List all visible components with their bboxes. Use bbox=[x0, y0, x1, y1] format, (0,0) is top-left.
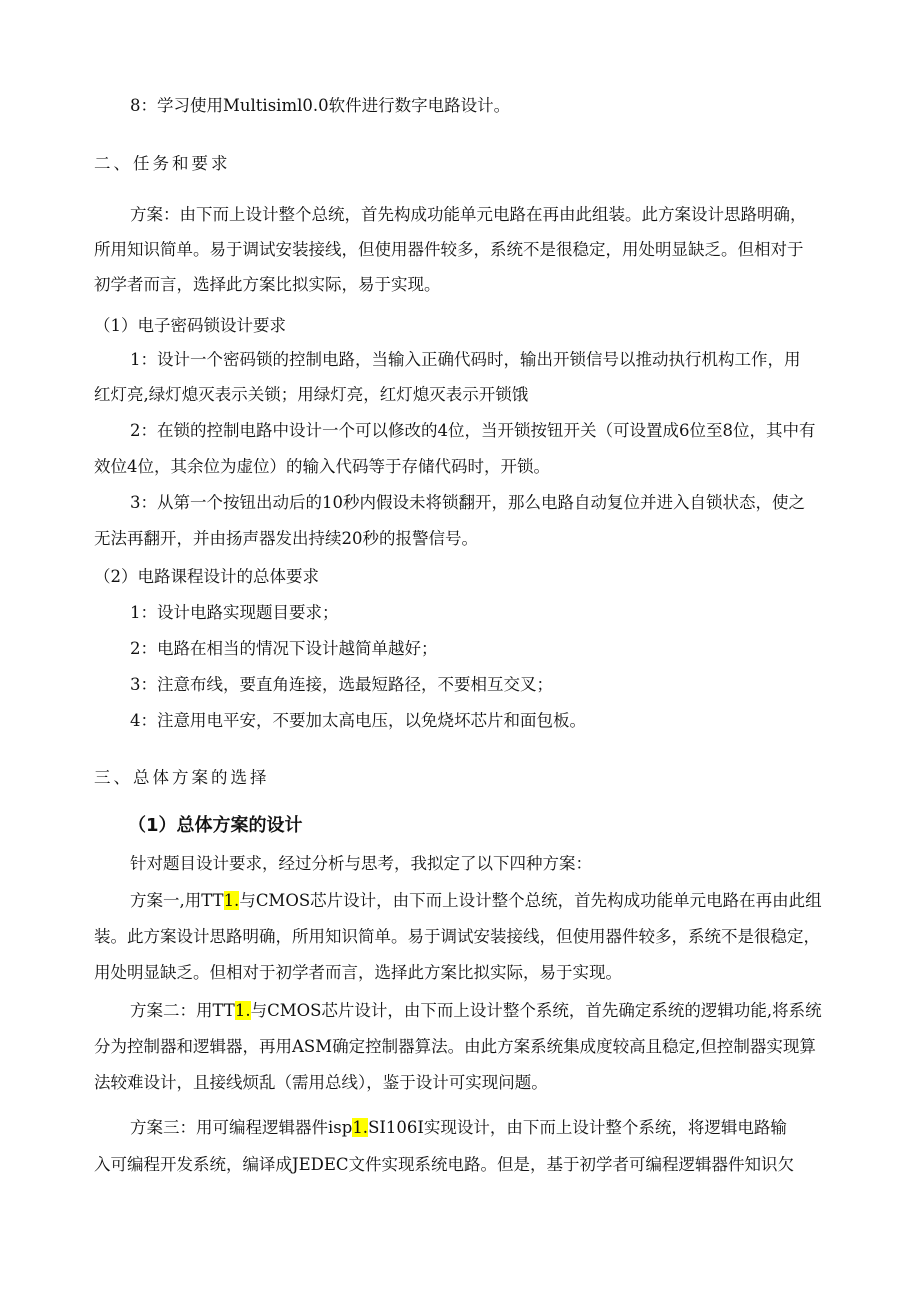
paragraph-line: 分为控制器和逻辑器，再用ASM确定控制器算法。由此方案系统集成度较高且稳定,但控制器实现算 bbox=[94, 1037, 816, 1056]
text-run: 方案一,用TT bbox=[130, 891, 224, 910]
paragraph-line: 用处明显缺乏。但相对于初学者而言，选择此方案比拟实际，易于实现。 bbox=[94, 963, 622, 982]
list-item-continuation: 效位4位，其余位为虚位）的输入代码等于存储代码时，开锁。 bbox=[94, 457, 550, 476]
list-item-continuation: 红灯亮,绿灯熄灭表示关锁；用绿灯亮，红灯熄灭表示开锁饿 bbox=[94, 385, 529, 404]
list-item: 4：注意用电平安，不要加太高电压，以免烧坏芯片和面包板。 bbox=[130, 711, 586, 730]
highlighted-text: 1. bbox=[223, 891, 240, 910]
text-run: SI106I实现设计，由下而上设计整个系统，将逻辑电路输 bbox=[368, 1118, 787, 1137]
list-item: 2：在锁的控制电路中设计一个可以修改的4位，当开锁按钮开关（可设置成6位至8位，其中有 bbox=[130, 421, 816, 440]
list-item: 2：电路在相当的情况下设计越简单越好； bbox=[130, 639, 438, 658]
subheading: （2）电路课程设计的总体要求 bbox=[94, 567, 319, 586]
paragraph-line: 所用知识简单。易于调试安装接线，但使用器件较多，系统不是很稳定，用处明显缺乏。但相对于 bbox=[94, 240, 804, 259]
list-item: 1：设计一个密码锁的控制电路，当输入正确代码时，输出开锁信号以推动执行机构工作，用 bbox=[130, 350, 801, 369]
list-item: 8：学习使用Multisiml0.0软件进行数字电路设计。 bbox=[130, 96, 511, 115]
section-heading: 三、总体方案的选择 bbox=[94, 768, 270, 787]
list-item: 1：设计电路实现题目要求； bbox=[130, 603, 339, 622]
text-run: 与CMOS芯片设计，由下而上设计整个系统，首先确定系统的逻辑功能,将系统 bbox=[250, 1001, 822, 1020]
list-item-continuation: 无法再翻开，并由扬声器发出持续20秒的报警信号。 bbox=[94, 529, 478, 548]
paragraph-line bbox=[130, 999, 822, 1023]
paragraph-line: 法较难设计，且接线烦乱（需用总线），鉴于设计可实现问题。 bbox=[94, 1073, 548, 1092]
highlighted-text: 1. bbox=[234, 1001, 251, 1020]
paragraph-line: 装。此方案设计思路明确，所用知识简单。易于调试安装接线，但使用器件较多，系统不是很稳定， bbox=[94, 927, 820, 946]
text-run: 方案三：用可编程逻辑器件isp bbox=[130, 1118, 353, 1137]
paragraph-line: 针对题目设计要求，经过分析与思考，我拟定了以下四种方案： bbox=[130, 854, 592, 873]
subheading: （1）电子密码锁设计要求 bbox=[94, 316, 286, 335]
paragraph-line: 初学者而言，选择此方案比拟实际，易于实现。 bbox=[94, 275, 441, 294]
text-run: 方案二：用TT bbox=[130, 1001, 235, 1020]
subsection-title: （1）总体方案的设计 bbox=[128, 815, 303, 836]
list-item: 3：注意布线，要直角连接，选最短路径，不要相互交叉； bbox=[130, 675, 553, 694]
paragraph-line bbox=[130, 1116, 787, 1140]
list-item: 3：从第一个按钮出动后的10秒内假设未将锁翻开，那么电路自动复位并进入自锁状态，使之 bbox=[130, 493, 805, 512]
paragraph-line bbox=[130, 889, 822, 913]
paragraph-line: 方案：由下而上设计整个总统，首先构成功能单元电路在再由此组装。此方案设计思路明确， bbox=[130, 205, 807, 224]
text-run: 与CMOS芯片设计，由下而上设计整个总统，首先构成功能单元电路在再由此组 bbox=[239, 891, 822, 910]
highlighted-text: 1. bbox=[352, 1118, 369, 1137]
paragraph-line: 入可编程开发系统，编译成JEDEC文件实现系统电路。但是，基于初学者可编程逻辑器件知识欠 bbox=[94, 1155, 795, 1174]
section-heading: 二、任务和要求 bbox=[94, 154, 231, 173]
